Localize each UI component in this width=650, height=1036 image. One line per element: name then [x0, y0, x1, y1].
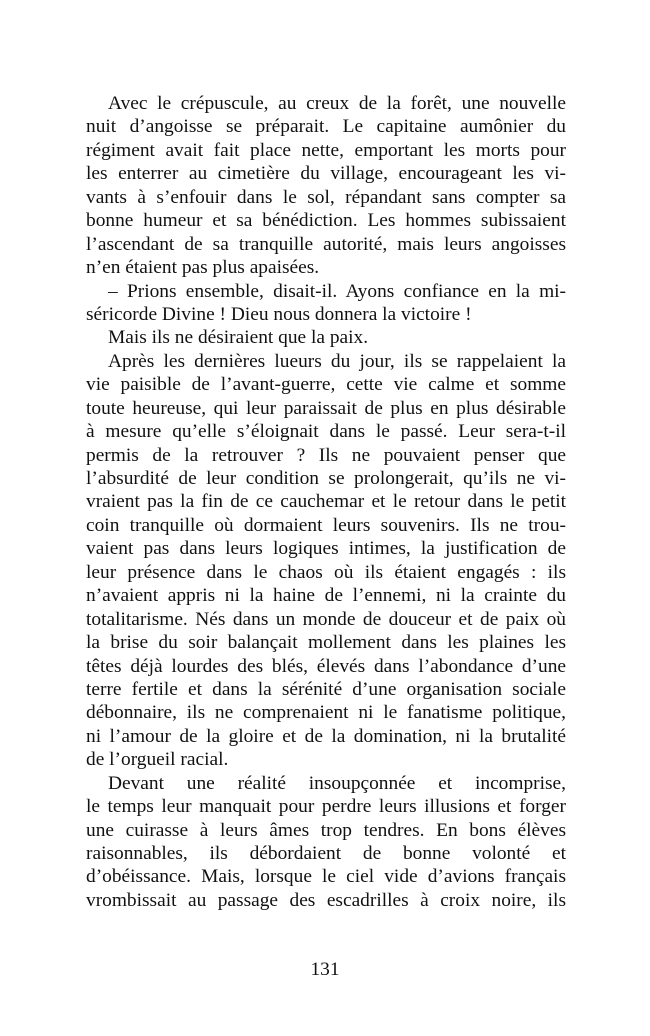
- text-line: de l’orgueil racial.: [86, 749, 229, 771]
- text-line: toute heureuse, qui leur paraissait de plus en plus désirable: [86, 397, 566, 419]
- text-line: l’ascendant de sa tranquille autorité, mais leurs angoisses: [86, 233, 566, 255]
- text-line: à mesure qu’elle s’éloignait dans le passé. Leur sera-t-il: [86, 421, 566, 443]
- text-line: vrombissait au passage des escadrilles à croix noire, ils: [86, 889, 566, 911]
- paragraph: [86, 326, 566, 349]
- text-line: d’obéissance. Mais, lorsque le ciel vide d’avions français: [86, 866, 566, 888]
- text-line: une cuirasse à leurs âmes trop tendres. En bons élèves: [86, 819, 566, 841]
- text-line: terre fertile et dans la sérénité d’une organisation sociale: [86, 678, 566, 700]
- text-line: coin tranquille où dormaient leurs souvenirs. Ils ne trou-: [86, 514, 566, 536]
- text-line: ni l’amour de la gloire et de la domination, ni la brutalité: [86, 725, 566, 747]
- text-line: nuit d’angoisse se préparait. Le capitaine aumônier du: [86, 116, 566, 138]
- paragraph: [86, 772, 566, 913]
- text-line: raisonnables, ils débordaient de bonne volonté et: [86, 843, 566, 864]
- text-line: vants à s’enfouir dans le sol, répandant sans compter sa: [86, 186, 566, 208]
- text-line: permis de la retrouver ? Ils ne pouvaient penser que: [86, 444, 566, 466]
- text-line: n’avaient appris ni la haine de l’ennemi, ni la crainte du: [86, 585, 566, 607]
- text-line: Après les dernières lueurs du jour, ils se rappelaient la: [108, 350, 566, 372]
- text-line: vaient pas dans leurs logiques intimes, la justification de: [86, 538, 566, 560]
- text-line: Avec le crépuscule, au creux de la forêt, une nouvelle: [108, 93, 566, 114]
- text-line: bonne humeur et sa bénédiction. Les hommes subissaient: [86, 210, 566, 232]
- text-line: le temps leur manquait pour perdre leurs illusions et forger: [86, 796, 566, 818]
- paragraph: [86, 350, 566, 772]
- text-line: vraient pas la fin de ce cauchemar et le retour dans le petit: [86, 491, 566, 513]
- text-line: vie paisible de l’avant-guerre, cette vie calme et somme: [86, 374, 566, 396]
- text-line: têtes déjà lourdes des blés, élevés dans l’abondance d’une: [86, 655, 566, 677]
- text-line: régiment avait fait place nette, emportant les morts pour: [86, 139, 566, 161]
- paragraph: [86, 92, 566, 280]
- text-line: Mais ils ne désiraient que la paix.: [108, 327, 369, 349]
- text-line: débonnaire, ils ne comprenaient ni le fanatisme politique,: [86, 702, 566, 724]
- paragraph: [86, 280, 566, 327]
- text-line: l’absurdité de leur condition se prolongerait, qu’ils ne vi-: [86, 468, 566, 489]
- page-number: 131: [310, 959, 340, 980]
- text-line: Devant une réalité insoupçonnée et incomprise,: [108, 772, 566, 794]
- text-line: séricorde Divine ! Dieu nous donnera la victoire !: [86, 303, 472, 325]
- text-line: – Prions ensemble, disait-il. Ayons confiance en la mi-: [108, 280, 566, 302]
- text-line: leur présence dans le chaos où ils étaient engagés : ils: [86, 561, 566, 583]
- text-line: la brise du soir balançait mollement dans les plaines les: [86, 632, 566, 654]
- text-line: les enterrer au cimetière du village, encourageant les vi-: [86, 163, 566, 185]
- text-line: totalitarisme. Nés dans un monde de douceur et de paix où: [86, 608, 566, 630]
- text-line: n’en étaient pas plus apaisées.: [86, 257, 320, 279]
- page-body: [86, 92, 566, 912]
